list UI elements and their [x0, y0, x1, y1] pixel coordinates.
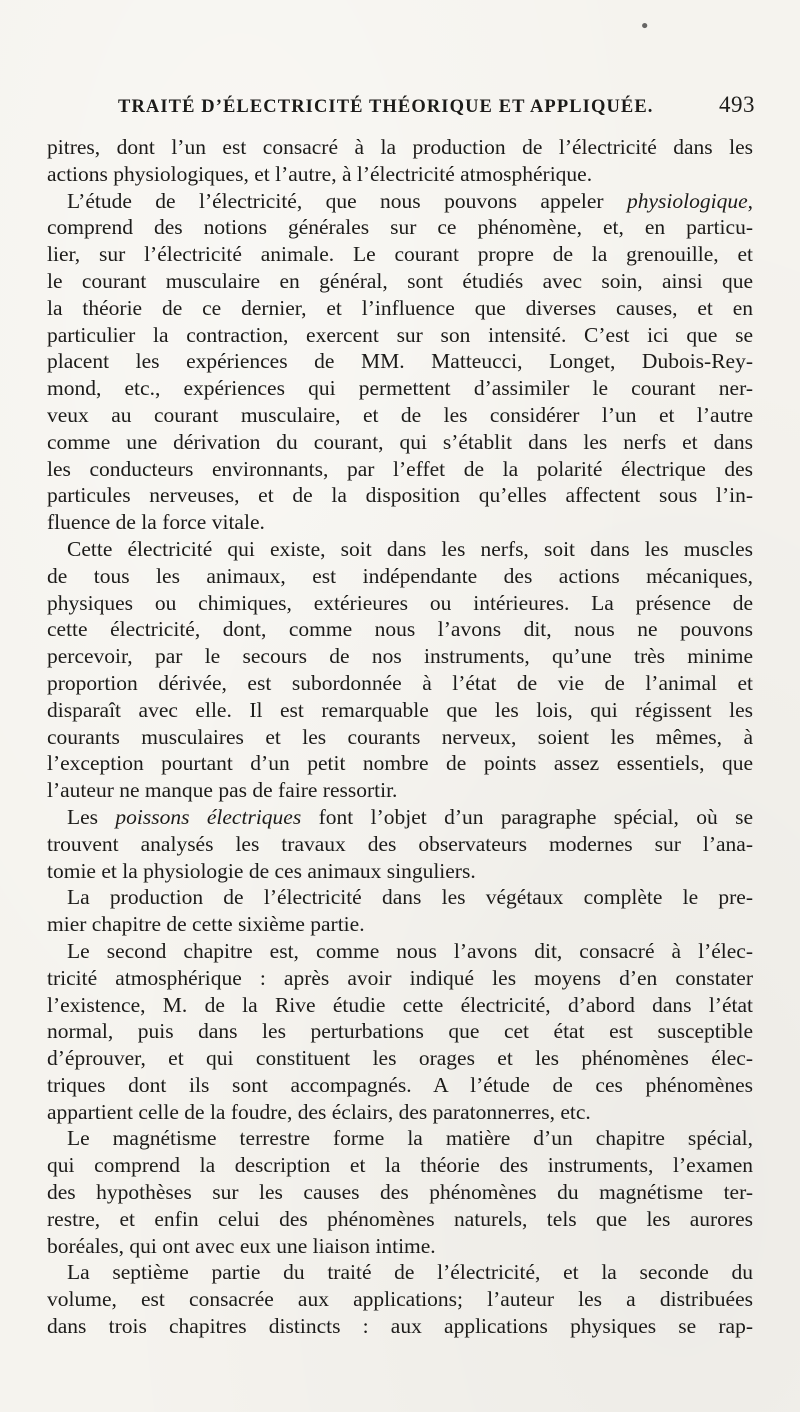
text-line: proportion dérivée, est subordonnée à l’état de vie de l’animal et — [47, 670, 753, 695]
page-mark: • — [639, 16, 650, 37]
text-line: triques dont ils sont accompagnés. A l’étude de ces phénomènes — [47, 1072, 753, 1097]
text-line: mier chapitre de cette sixième partie. — [47, 912, 365, 937]
page-header — [118, 92, 755, 126]
text-line: tricité atmosphérique : après avoir indiqué les moyens d’en constater — [47, 965, 753, 990]
text-line: Cette électricité qui existe, soit dans les nerfs, soit dans les muscles — [67, 536, 753, 561]
text-line: l’exception pourtant d’un petit nombre de points assez essentiels, que — [47, 751, 753, 776]
text-line: normal, puis dans les perturbations que cet état est susceptible — [47, 1019, 753, 1044]
text-line: restre, et enfin celui des phénomènes naturels, tels que les aurores — [47, 1206, 753, 1231]
text-line: qui comprend la description et la théorie des instruments, l’examen — [47, 1153, 753, 1178]
text-line: physiques ou chimiques, extérieures ou intérieures. La présence de — [47, 590, 753, 615]
text-line: Le magnétisme terrestre forme la matière d’un chapitre spécial, — [67, 1126, 753, 1151]
text-line: tomie et la physiologie de ces animaux singuliers. — [47, 858, 476, 883]
text-line: comprend des notions générales sur ce phénomène, et, en particu- — [47, 215, 753, 240]
text-line: courants musculaires et les courants nerveux, soient les mêmes, à — [47, 724, 753, 749]
page-number: 493 — [719, 92, 755, 117]
text-line: particulier la contraction, exercent sur son intensité. C’est ici que se — [47, 322, 753, 347]
text-line: fluence de la force vitale. — [47, 510, 265, 535]
text-line: La septième partie du traité de l’électricité, et la seconde du — [67, 1260, 753, 1285]
text-line: pitres, dont l’un est consacré à la production de l’électricité dans les — [47, 135, 753, 159]
text-line: comme une dérivation du courant, qui s’établit dans les nerfs et dans — [47, 429, 753, 454]
text-line: La production de l’électricité dans les végétaux complète le pre- — [67, 885, 753, 910]
text-line: actions physiologiques, et l’autre, à l’électricité atmosphérique. — [47, 161, 593, 186]
text-line: percevoir, par le secours de nos instruments, qu’une très minime — [47, 644, 753, 669]
running-title: TRAITÉ D’ÉLECTRICITÉ THÉORIQUE ET APPLIQUÉE. — [118, 97, 654, 117]
italic-term: poissons électriques — [115, 804, 302, 829]
text-line: le courant musculaire en général, sont étudiés avec soin, ainsi que — [47, 268, 753, 293]
text-line: volume, est consacrée aux applications; l’auteur les a distribuées — [47, 1287, 753, 1312]
text-line: d’éprouver, et qui constituent les orages et les phénomènes élec- — [47, 1046, 753, 1071]
text-line: la théorie de ce dernier, et l’influence que diverses causes, et en — [47, 295, 753, 320]
text-line: particules nerveuses, et de la disposition qu’elles affectent sous l’in- — [47, 483, 753, 508]
text-line: L’étude de l’électricité, que nous pouvons appeler physiologique, — [67, 188, 753, 213]
text-line: placent les expériences de MM. Matteucci, Longet, Dubois-Rey- — [47, 349, 753, 374]
text-line: dans trois chapitres distincts : aux applications physiques se rap- — [47, 1314, 753, 1339]
text-line: disparaît avec elle. Il est remarquable que les lois, qui régissent les — [47, 697, 753, 722]
text-line: des hypothèses sur les causes des phénomènes du magnétisme ter- — [47, 1180, 753, 1205]
text-line: l’existence, M. de la Rive étudie cette électricité, d’abord dans l’état — [47, 992, 753, 1017]
text-line: boréales, qui ont avec eux une liaison intime. — [47, 1233, 436, 1258]
italic-term: physiologique — [627, 188, 748, 213]
text-line: de tous les animaux, est indépendante des actions mécaniques, — [47, 563, 753, 588]
text-line: Le second chapitre est, comme nous l’avons dit, consacré à l’élec- — [67, 938, 753, 963]
body-text — [47, 134, 753, 1340]
text-line: lier, sur l’électricité animale. Le courant propre de la grenouille, et — [47, 242, 753, 267]
text-line: cette électricité, dont, comme nous l’avons dit, nous ne pouvons — [47, 617, 753, 642]
text-line: veux au courant musculaire, et de les considérer l’un et l’autre — [47, 402, 753, 427]
text-line: mond, etc., expériences qui permettent d’assimiler le courant ner- — [47, 376, 753, 401]
text-line: Les poissons électriques font l’objet d’un paragraphe spécial, où se — [67, 804, 753, 829]
text-line: trouvent analysés les travaux des observateurs modernes sur l’ana- — [47, 831, 753, 856]
text-line: les conducteurs environnants, par l’effet de la polarité électrique des — [47, 456, 753, 481]
text-line: appartient celle de la foudre, des éclairs, des paratonnerres, etc. — [47, 1099, 591, 1124]
text-line: l’auteur ne manque pas de faire ressortir. — [47, 778, 398, 803]
